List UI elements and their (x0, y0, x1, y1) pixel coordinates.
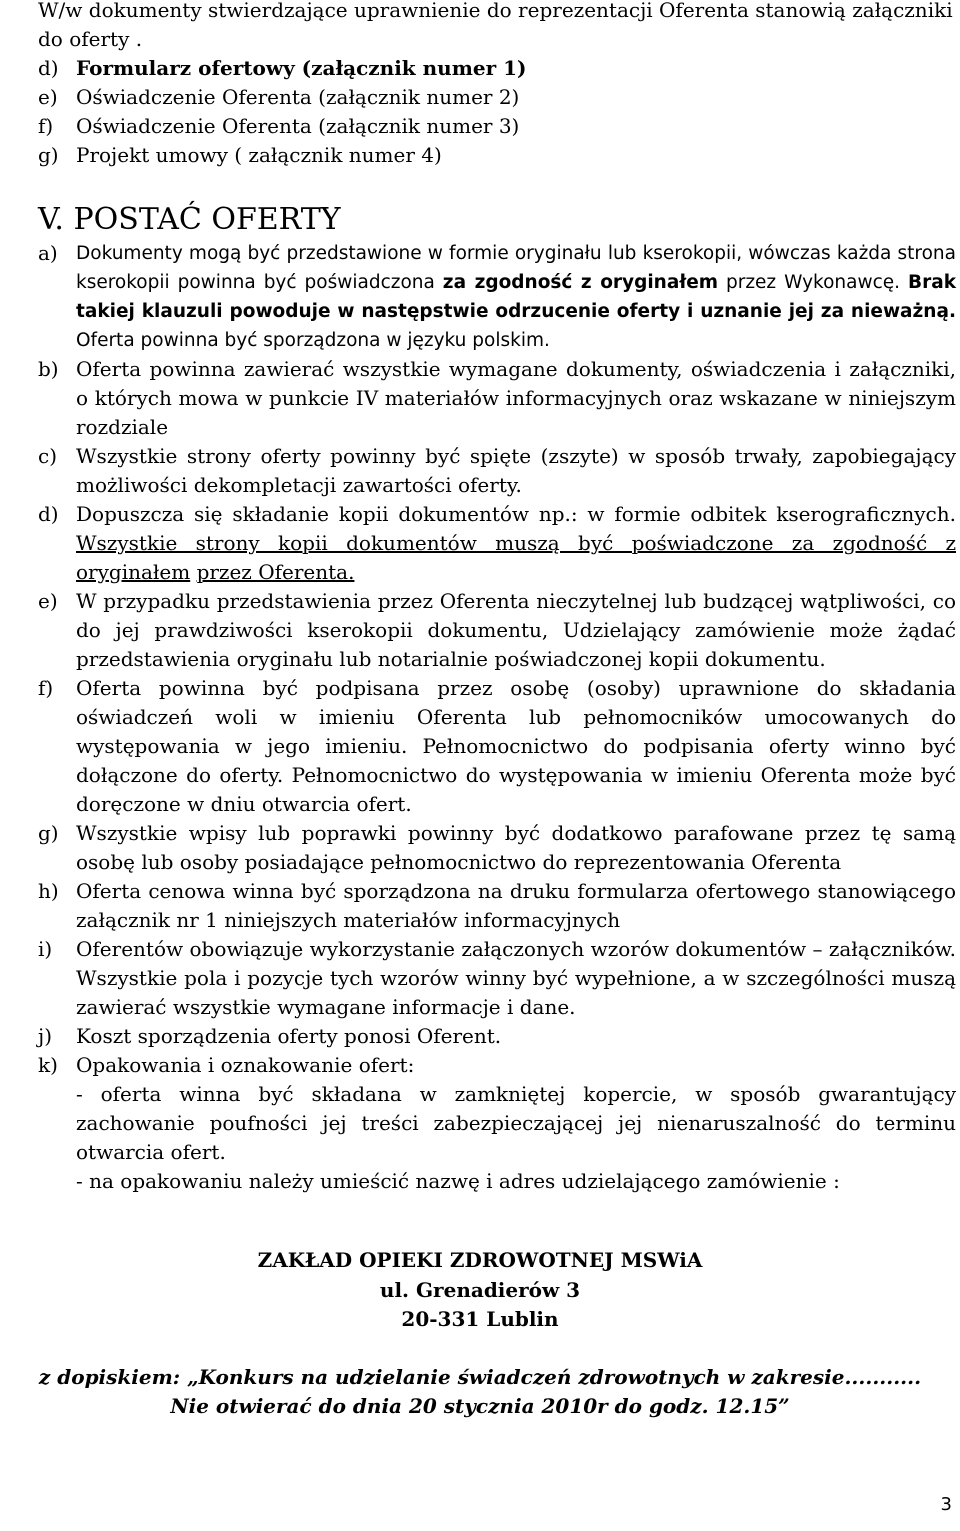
item-e-text: W przypadku przedstawienia przez Oferenta nieczytelnej lub budzącej wątpliwości, co do jej prawdziwości kserokopii dokumentu, Udzielający zamówienie może żądać przedstawienia oryginału lub notarialnie poświadczonej kopii dokumentu. (76, 589, 956, 671)
list-item-j (38, 1022, 956, 1051)
item-c-text: Wszystkie strony oferty powinny być spięte (zszyte) w sposób trwały, zapobiegający możliwości dekompletacji zawartości oferty. (76, 444, 956, 497)
list-label: a) (38, 241, 58, 265)
list-label: e) (38, 589, 58, 613)
attachment-text: Oświadczenie Oferenta (załącznik numer 3) (76, 114, 520, 138)
list-item (38, 54, 958, 83)
section-body (38, 239, 956, 1196)
item-a-part-1: Dokumenty mogą być przedstawione w formie oryginału lub kserokopii, wówczas każda strona kserokopii powinna być poświadczona (76, 243, 956, 293)
list-item (38, 83, 958, 112)
item-f-text: Oferta powinna być podpisana przez osobę (osoby) uprawnione do składania oświadczeń woli w imieniu Oferenta lub pełnomocników umocowanych do występowania w jego imieniu. Pełnomocnictwo do podpisania oferty winno być dołączone do oferty. Pełnomocnictwo do występowania w imieniu Oferenta może być doręczone w dniu otwarcia ofert. (76, 676, 956, 816)
attachments-list (38, 54, 958, 170)
intro-paragraph (38, 0, 958, 170)
list-item-a (38, 239, 956, 355)
page-number: 3 (940, 1494, 952, 1515)
list-label: j) (38, 1024, 53, 1048)
list-label: d) (38, 56, 59, 80)
item-d-text (76, 500, 956, 587)
address-street: ul. Grenadierów 3 (379, 1278, 581, 1302)
list-item-i (38, 935, 956, 1022)
item-d-part-1: Dopuszcza się składanie kopii dokumentów np.: w formie odbitek kserograficznych. (76, 502, 956, 526)
item-j-text: Koszt sporządzenia oferty ponosi Oferent. (76, 1024, 502, 1048)
item-k-dash-2: - na opakowaniu należy umieścić nazwę i adres udzielającego zamówienie : (76, 1169, 840, 1193)
item-k-content (76, 1051, 956, 1196)
list-item-h (38, 877, 956, 935)
note-line-2: Nie otwierać do dnia 20 stycznia 2010r do godz. 12.15” (170, 1394, 790, 1418)
list-item-e (38, 587, 956, 674)
item-g-text: Wszystkie wpisy lub poprawki powinny być dodatkowo parafowane przez tę samą osobę lub osoby posiadające pełnomocnictwo do reprezentowania Oferenta (76, 821, 956, 874)
address-city: 20-331 Lublin (401, 1307, 559, 1331)
attachment-text: Oświadczenie Oferenta (załącznik numer 2) (76, 85, 520, 109)
list-label: f) (38, 676, 54, 700)
list-item-k (38, 1051, 956, 1196)
list-label: g) (38, 821, 59, 845)
list-label: b) (38, 357, 59, 381)
list-label: i) (38, 937, 53, 961)
item-k-dash-1: - oferta winna być składana w zamkniętej kopercie, w sposób gwarantujący zachowanie poufności jej treści zabezpieczającej jej nienaruszalność do terminu otwarcia ofert. (76, 1082, 956, 1164)
list-label: c) (38, 444, 58, 468)
list-item (38, 112, 958, 141)
intro-line-1: W/w dokumenty stwierdzające uprawnienie do reprezentacji Oferenta stanowią załączniki (38, 0, 953, 22)
list-item-b (38, 355, 956, 442)
item-a-text (76, 239, 956, 355)
address-name: ZAKŁAD OPIEKI ZDROWOTNEJ MSWiA (257, 1248, 703, 1272)
list-label: e) (38, 85, 58, 109)
list-label: g) (38, 143, 59, 167)
intro-line-2: do oferty . (38, 27, 143, 51)
attachment-text: Formularz ofertowy (załącznik numer 1) (76, 56, 527, 80)
list-label: d) (38, 502, 59, 526)
item-i-text: Oferentów obowiązuje wykorzystanie załączonych wzorów dokumentów – załączników. Wszystkie pola i pozycje tych wzorów winny być wypełnione, a w szczególności muszą zawierać wszystkie wymagane informacje i dane. (76, 937, 956, 1019)
item-a-bold-2: Brak takiej klauzuli powoduje w następstwie odrzucenie oferty i uznanie jej za nieważną. (76, 272, 956, 322)
list-label: h) (38, 879, 59, 903)
item-d-underlined-end: przez Oferenta. (196, 560, 355, 584)
item-d-underlined: Wszystkie strony kopii dokumentów muszą być poświadczone za zgodność z oryginałem (76, 531, 956, 584)
list-item-c (38, 442, 956, 500)
list-item-d (38, 500, 956, 587)
item-k-text: Opakowania i oznakowanie ofert: (76, 1053, 415, 1077)
item-a-part-2: przez Wykonawcę. (718, 272, 908, 293)
item-b-text: Oferta powinna zawierać wszystkie wymagane dokumenty, oświadczenia i załączniki, o których mowa w punkcie IV materiałów informacyjnych oraz wskazane w niniejszym rozdziale (76, 357, 956, 439)
list-label: k) (38, 1053, 58, 1077)
list-item-g (38, 819, 956, 877)
item-a-part-3: Oferta powinna być sporządzona w języku polskim. (76, 330, 550, 351)
attachment-text: Projekt umowy ( załącznik numer 4) (76, 143, 442, 167)
item-a-bold-1: za zgodność z oryginałem (442, 272, 719, 293)
note-line-1: z dopiskiem: „Konkurs na udzielanie świadczeń zdrowotnych w zakresie........... (38, 1365, 922, 1389)
section-heading: V. POSTAĆ OFERTY (38, 202, 341, 237)
list-label: f) (38, 114, 54, 138)
list-item-f (38, 674, 956, 819)
item-h-text: Oferta cenowa winna być sporządzona na druku formularza ofertowego stanowiącego załącznik nr 1 niniejszych materiałów informacyjnych (76, 879, 956, 932)
list-item (38, 141, 958, 170)
